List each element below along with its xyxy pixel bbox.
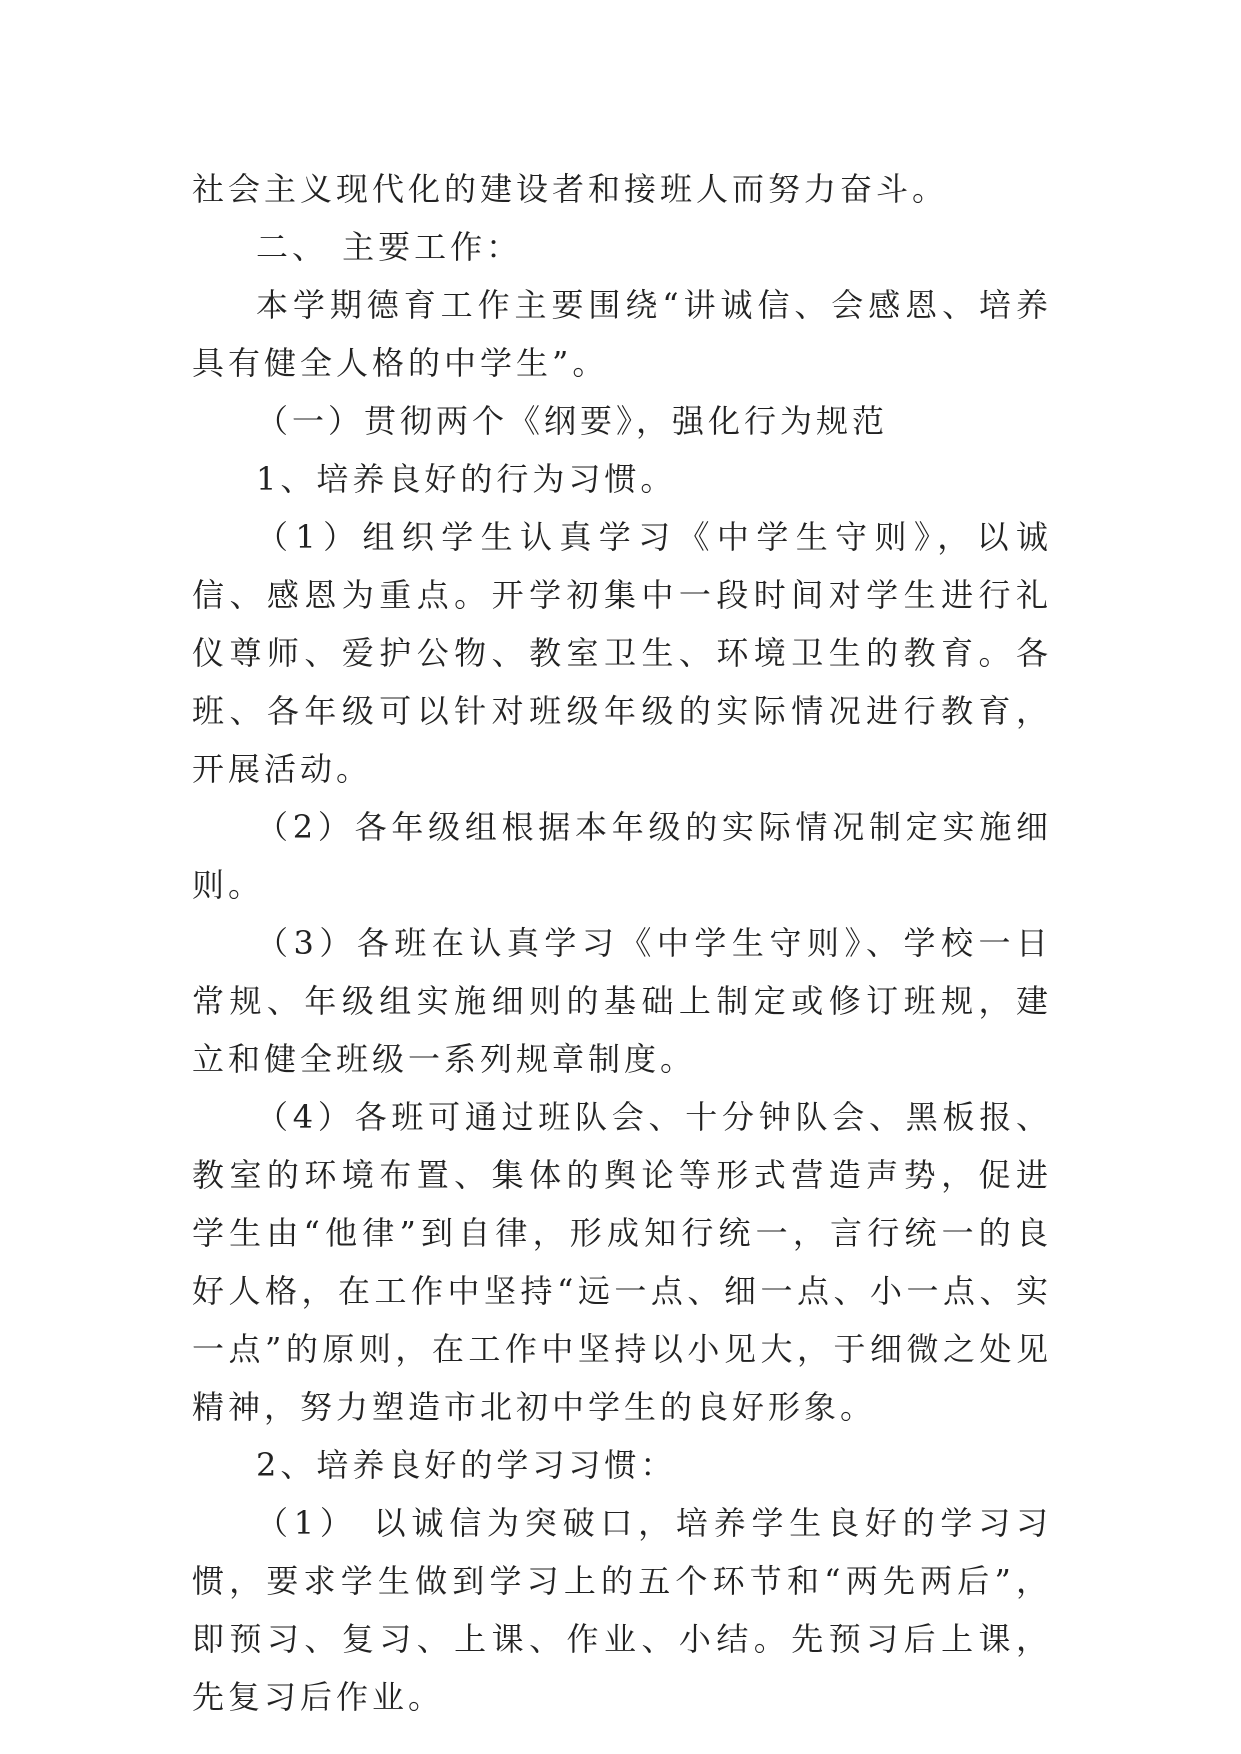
list-item-1-1: （1）组织学生认真学习《中学生守则》，以诚信、感恩为重点。开学初集中一段时间对学生进行礼仪尊师、爱护公物、教室卫生、环境卫生的教育。各班、各年级可以针对班级年级的实际情况进行教育，开展活动。	[192, 518, 1052, 788]
list-item-1-4: （4）各班可通过班队会、十分钟队会、黑板报、教室的环境布置、集体的舆论等形式营造声势，促进学生由“他律”到自律，形成知行统一，言行统一的良好人格，在工作中坚持“远一点、细一点、小一点、实一点”的原则，在工作中坚持以小见大，于细微之处见精神，努力塑造市北初中学生的良好形象。	[192, 1098, 1052, 1426]
list-item-1-3: （3）各班在认真学习《中学生守则》、学校一日常规、年级组实施细则的基础上制定或修订班规，建立和健全班级一系列规章制度。	[192, 924, 1052, 1078]
section-heading-main-work: 二、 主要工作：	[256, 228, 523, 266]
list-item-2-1: （1） 以诚信为突破口，培养学生良好的学习习惯，要求学生做到学习上的五个环节和“两先两后”，即预习、复习、上课、作业、小结。先预习后上课，先复习后作业。	[192, 1504, 1052, 1716]
paragraph-theme: 本学期德育工作主要围绕“讲诚信、会感恩、培养具有健全人格的中学生”。	[192, 286, 1052, 382]
subsection-heading-one: （一）贯彻两个《纲要》，强化行为规范	[256, 402, 889, 440]
paragraph-closing-line: 社会主义现代化的建设者和接班人而努力奋斗。	[192, 170, 949, 208]
item-heading-study-habits: 2、培养良好的学习习惯：	[256, 1446, 677, 1484]
document-body	[192, 160, 1052, 1726]
list-item-1-2: （2）各年级组根据本年级的实际情况制定实施细则。	[192, 808, 1052, 904]
item-heading-behavior-habits: 1、培养良好的行为习惯。	[256, 460, 677, 498]
